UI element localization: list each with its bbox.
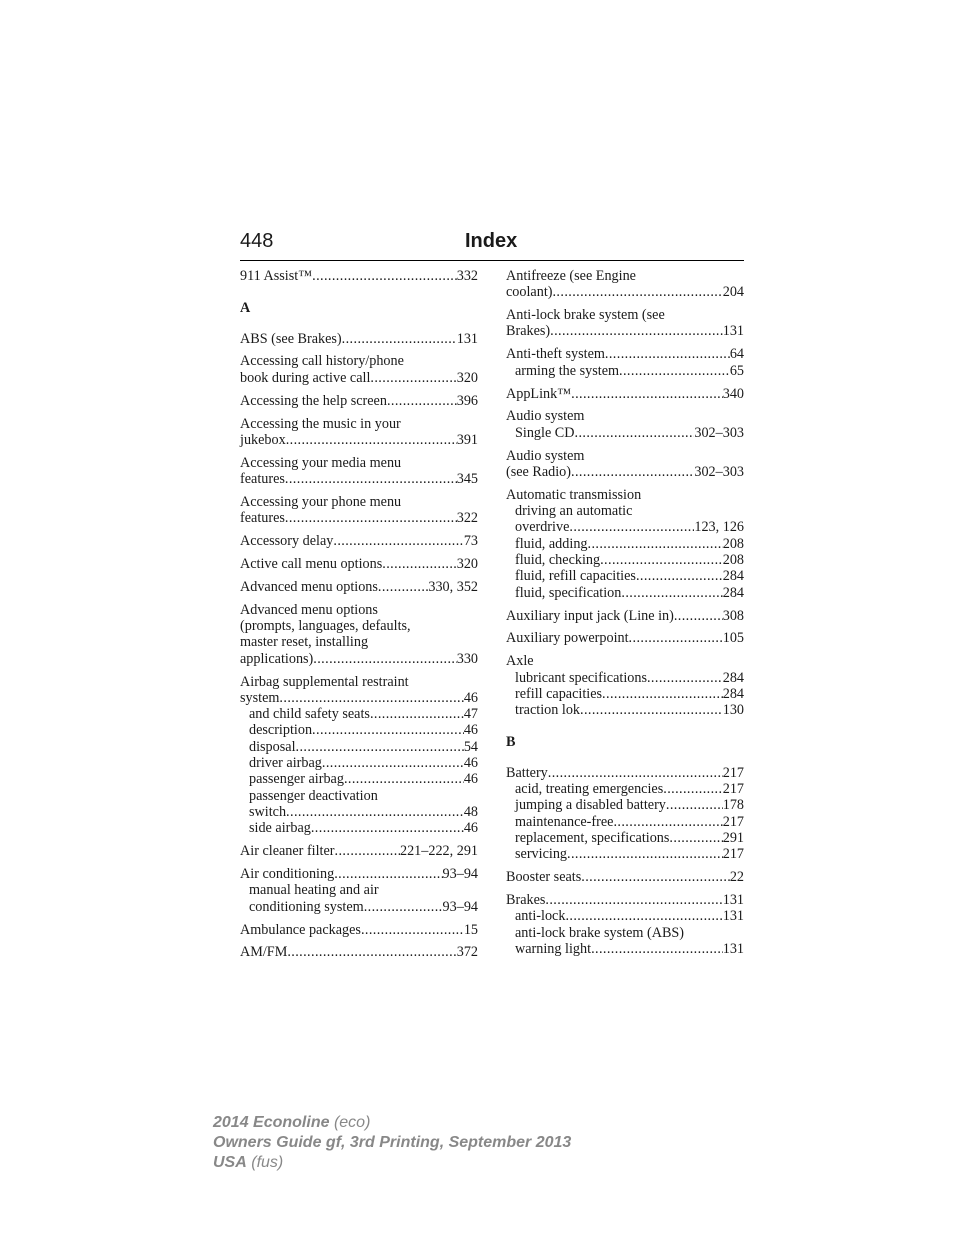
- dot-leader: [674, 608, 723, 624]
- dot-leader: [285, 510, 457, 526]
- index-term: Brakes: [506, 892, 546, 909]
- index-term: acid, treating emergencies: [515, 781, 664, 798]
- page-reference: 284: [722, 685, 744, 702]
- footer-guide: Owners Guide gf, 3rd Printing, September 2013: [213, 1134, 572, 1151]
- page-title: Index: [465, 230, 518, 252]
- dot-leader: [344, 771, 464, 787]
- index-subentry-line: [506, 814, 744, 830]
- index-term: Accessing your phone menu: [240, 493, 402, 510]
- index-entry: [506, 630, 744, 646]
- dot-leader: [629, 630, 723, 646]
- index-column-left: [240, 268, 478, 967]
- index-subentry-line: [506, 781, 744, 797]
- index-entry-line: [506, 892, 744, 908]
- dot-leader: [285, 471, 457, 487]
- index-term: Accessing your media menu: [240, 454, 402, 471]
- index-entry-line: [240, 416, 478, 432]
- index-subentry-line: [240, 899, 478, 915]
- index-entry-line: [240, 579, 478, 595]
- index-term: side airbag: [249, 820, 311, 837]
- index-entry-line: [240, 432, 478, 448]
- dot-leader: [333, 533, 463, 549]
- index-term: (prompts, languages, defaults,: [240, 618, 411, 635]
- index-entry-line: [240, 690, 478, 706]
- index-entry-line: [240, 494, 478, 510]
- index-entry: [506, 892, 744, 957]
- index-entry: [506, 307, 744, 340]
- dot-leader: [286, 804, 464, 820]
- index-term: Booster seats: [506, 869, 582, 886]
- index-term: overdrive: [515, 519, 570, 536]
- index-entry-line: [506, 448, 744, 464]
- index-subentry-line: [506, 670, 744, 686]
- index-subentry-line: [240, 739, 478, 755]
- index-entry-line: [240, 843, 478, 859]
- index-term: Battery: [506, 764, 548, 781]
- index-entry-line: [240, 866, 478, 882]
- index-subentry-line: [506, 503, 744, 519]
- index-entry: [506, 408, 744, 441]
- index-column-right: [506, 268, 744, 964]
- index-entry-line: [506, 323, 744, 339]
- page-reference: 48: [463, 803, 478, 820]
- dot-leader: [370, 370, 456, 386]
- index-term: master reset, installing: [240, 634, 369, 651]
- index-term: Accessing the help screen: [240, 392, 387, 409]
- page-reference: 208: [722, 535, 744, 552]
- page-number: 448: [240, 230, 274, 252]
- index-term: disposal: [249, 738, 296, 755]
- index-entry: [240, 268, 478, 284]
- index-entry-line: [240, 533, 478, 549]
- index-entry: [240, 944, 478, 960]
- dot-leader: [669, 830, 722, 846]
- index-term: jumping a disabled battery: [515, 797, 666, 814]
- page-reference: 123, 126: [694, 519, 744, 536]
- index-term: Antifreeze (see Engine: [506, 268, 636, 284]
- page-reference: 46: [463, 689, 478, 706]
- dot-leader: [279, 690, 463, 706]
- index-subentry-line: [506, 519, 744, 535]
- footer-market: USA: [213, 1154, 247, 1171]
- index-entry-line: [506, 487, 744, 503]
- index-term: replacement, specifications: [515, 829, 670, 846]
- index-subentry-line: [506, 908, 744, 924]
- index-section-letter: A: [240, 300, 251, 317]
- dot-leader: [370, 706, 464, 722]
- index-entry-line: [240, 268, 478, 284]
- dot-leader: [361, 922, 464, 938]
- dot-leader: [580, 702, 723, 718]
- dot-leader: [567, 846, 723, 862]
- index-entry: [240, 353, 478, 386]
- index-term: conditioning system: [249, 898, 364, 915]
- index-subentry-line: [506, 585, 744, 601]
- index-term: passenger deactivation: [249, 787, 378, 804]
- index-entry-line: [506, 408, 744, 424]
- footer-model-line: [213, 1113, 571, 1133]
- dot-leader: [378, 579, 428, 595]
- page-reference: 340: [722, 385, 744, 402]
- page-reference: 178: [722, 797, 744, 814]
- page-reference: 65: [729, 362, 744, 379]
- index-term: Air cleaner filter: [240, 843, 335, 860]
- dot-leader: [569, 519, 694, 535]
- index-subentry-line: [240, 820, 478, 836]
- dot-leader: [575, 425, 695, 441]
- index-subentry-line: [240, 771, 478, 787]
- page-reference: 302–303: [694, 424, 744, 441]
- footer-market-line: [213, 1153, 571, 1173]
- page-reference: 131: [722, 908, 744, 925]
- index-entry: [506, 765, 744, 863]
- dot-leader: [621, 585, 722, 601]
- page-reference: 291: [722, 829, 744, 846]
- index-term: warning light: [515, 940, 592, 957]
- index-term: driver airbag: [249, 755, 322, 772]
- page-reference: 105: [722, 630, 744, 647]
- index-subentry-line: [506, 846, 744, 862]
- index-term: AM/FM: [240, 944, 288, 961]
- index-entry: [240, 533, 478, 549]
- index-entry: [240, 416, 478, 449]
- index-entry-line: [506, 869, 744, 885]
- index-term: ABS (see Brakes): [240, 330, 342, 347]
- index-subentry-line: [506, 830, 744, 846]
- index-subentry-line: [506, 797, 744, 813]
- index-entry-line: [506, 653, 744, 669]
- dot-leader: [548, 765, 723, 781]
- dot-leader: [588, 536, 723, 552]
- index-entry: [240, 843, 478, 859]
- index-subentry-line: [506, 925, 744, 941]
- index-subentry-line: [506, 941, 744, 957]
- index-term: AppLink™: [506, 385, 572, 402]
- index-entry: [240, 579, 478, 595]
- dot-leader: [342, 331, 457, 347]
- index-term: Advanced menu options: [240, 578, 378, 595]
- index-term: (see Radio): [506, 463, 572, 480]
- dot-leader: [613, 814, 722, 830]
- index-term: features: [240, 510, 285, 527]
- dot-leader: [591, 941, 723, 957]
- index-entry-line: [240, 634, 478, 650]
- index-term: anti-lock: [515, 908, 566, 925]
- index-entry-line: [240, 944, 478, 960]
- index-entry: [506, 386, 744, 402]
- page-reference: 345: [456, 471, 478, 488]
- index-entry: [240, 393, 478, 409]
- index-section-letter: B: [506, 734, 516, 751]
- index-term: traction lok: [515, 702, 581, 719]
- index-subentry-line: [506, 702, 744, 718]
- index-entry-line: [506, 464, 744, 480]
- index-entry: [506, 608, 744, 624]
- index-entry-line: [240, 471, 478, 487]
- index-term: and child safety seats: [249, 706, 370, 723]
- page-reference: 47: [463, 706, 478, 723]
- dot-leader: [335, 843, 400, 859]
- index-subentry-line: [506, 686, 744, 702]
- index-entry-line: [240, 556, 478, 572]
- index-term: applications): [240, 650, 314, 667]
- index-entry-line: [240, 370, 478, 386]
- index-term: fluid, adding: [515, 535, 588, 552]
- index-entry-line: [240, 455, 478, 471]
- dot-leader: [387, 393, 457, 409]
- index-entry: [506, 448, 744, 481]
- index-term: arming the system: [515, 362, 620, 379]
- index-term: Brakes): [506, 323, 551, 340]
- page-reference: 54: [463, 738, 478, 755]
- page-reference: 93–94: [442, 898, 478, 915]
- index-term: description: [249, 722, 313, 739]
- index-subentry-line: [506, 536, 744, 552]
- index-entry: [240, 556, 478, 572]
- index-term: 911 Assist™: [240, 268, 313, 284]
- page-reference: 131: [722, 940, 744, 957]
- footer-market-code: (fus): [251, 1154, 284, 1171]
- dot-leader: [382, 556, 456, 572]
- index-entry-line: [506, 284, 744, 300]
- index-entry-line: [240, 922, 478, 938]
- page-reference: 46: [463, 755, 478, 772]
- dot-leader: [636, 568, 723, 584]
- footer-guide-line: [213, 1133, 571, 1153]
- index-term: Airbag supplemental restraint: [240, 673, 409, 690]
- index-entry-line: [240, 618, 478, 634]
- index-subentry-line: [506, 568, 744, 584]
- page-reference: 284: [722, 669, 744, 686]
- index-term: Ambulance packages: [240, 921, 361, 938]
- dot-leader: [287, 944, 456, 960]
- dot-leader: [552, 284, 722, 300]
- page-header: [240, 230, 744, 261]
- dot-leader: [647, 670, 723, 686]
- dot-leader: [312, 268, 457, 284]
- page-reference: 46: [463, 820, 478, 837]
- page-reference: 46: [463, 771, 478, 788]
- index-entry: [506, 869, 744, 885]
- index-entry-line: [506, 268, 744, 284]
- index-subentry-line: [240, 755, 478, 771]
- index-entry: [240, 331, 478, 347]
- dot-leader: [322, 755, 464, 771]
- page-reference: 320: [456, 556, 478, 573]
- index-term: fluid, refill capacities: [515, 568, 636, 585]
- index-term: maintenance-free: [515, 813, 614, 830]
- dot-leader: [550, 323, 723, 339]
- dot-leader: [286, 432, 457, 448]
- index-entry-line: [506, 630, 744, 646]
- dot-leader: [312, 722, 464, 738]
- index-term: Accessing the music in your: [240, 415, 401, 432]
- dot-leader: [313, 651, 456, 667]
- index-term: Auxiliary powerpoint: [506, 630, 629, 647]
- index-term: servicing: [515, 846, 568, 863]
- index-term: lubricant specifications: [515, 669, 647, 686]
- page-reference: 15: [463, 921, 478, 938]
- index-term: passenger airbag: [249, 771, 344, 788]
- page-reference: 217: [722, 781, 744, 798]
- index-entry-line: [240, 393, 478, 409]
- index-entry-line: [506, 307, 744, 323]
- index-entry-line: [240, 651, 478, 667]
- index-term: fluid, specification: [515, 584, 622, 601]
- index-term: refill capacities: [515, 685, 603, 702]
- page-reference: 391: [456, 431, 478, 448]
- dot-leader: [581, 869, 730, 885]
- dot-leader: [602, 686, 723, 702]
- dot-leader: [545, 892, 722, 908]
- page-reference: 221–222, 291: [399, 843, 478, 860]
- index-entry-line: [240, 510, 478, 526]
- page-reference: 330: [456, 650, 478, 667]
- page-reference: 131: [456, 330, 478, 347]
- page-reference: 22: [729, 869, 744, 886]
- page-reference: 130: [722, 702, 744, 719]
- page-reference: 332: [456, 268, 478, 284]
- dot-leader: [311, 820, 464, 836]
- index-entry-line: [240, 602, 478, 618]
- dot-leader: [666, 797, 723, 813]
- index-subentry-line: [240, 722, 478, 738]
- index-subentry-line: [240, 788, 478, 804]
- page-reference: 46: [463, 722, 478, 739]
- dot-leader: [296, 739, 464, 755]
- index-term: Automatic transmission: [506, 486, 642, 503]
- index-entry-line: [506, 346, 744, 362]
- dot-leader: [334, 866, 442, 882]
- footer: [213, 1113, 571, 1173]
- page-reference: 396: [456, 392, 478, 409]
- page-reference: 131: [722, 892, 744, 909]
- index-entry-line: [240, 674, 478, 690]
- dot-leader: [600, 552, 723, 568]
- index-subentry-line: [240, 882, 478, 898]
- index-term: Auxiliary input jack (Line in): [506, 607, 674, 624]
- index-term: switch: [249, 803, 287, 820]
- index-term: system: [240, 689, 280, 706]
- index-term: anti-lock brake system (ABS): [515, 924, 685, 941]
- page-reference: 204: [722, 284, 744, 301]
- index-term: Active call menu options: [240, 556, 383, 573]
- page-reference: 322: [456, 510, 478, 527]
- index-term: features: [240, 471, 285, 488]
- index-entry: [240, 494, 478, 527]
- footer-model: 2014 Econoline: [213, 1114, 330, 1131]
- page-reference: 217: [722, 764, 744, 781]
- index-subentry-line: [240, 706, 478, 722]
- index-term: Single CD: [515, 424, 575, 441]
- dot-leader: [571, 386, 723, 402]
- page-reference: 302–303: [694, 463, 744, 480]
- index-term: Advanced menu options: [240, 601, 378, 618]
- page-reference: 131: [722, 323, 744, 340]
- index-term: Anti-lock brake system (see: [506, 307, 665, 324]
- index-entry: [240, 866, 478, 915]
- index-entry-line: [506, 608, 744, 624]
- index-term: driving an automatic: [515, 503, 633, 520]
- index-term: coolant): [506, 284, 553, 301]
- dot-leader: [663, 781, 722, 797]
- footer-model-code: (eco): [333, 1114, 371, 1131]
- index-entry: [240, 455, 478, 488]
- index-entry-line: [240, 331, 478, 347]
- dot-leader: [619, 363, 730, 379]
- index-entry-line: [506, 386, 744, 402]
- index-entry-line: [240, 353, 478, 369]
- index-term: Axle: [506, 653, 534, 670]
- index-term: manual heating and air: [249, 882, 379, 899]
- dot-leader: [364, 899, 443, 915]
- page-reference: 308: [722, 607, 744, 624]
- index-term: Anti-theft system: [506, 346, 605, 363]
- index-term: Audio system: [506, 447, 585, 464]
- index-entry: [506, 268, 744, 301]
- index-entry-line: [506, 765, 744, 781]
- page-reference: 372: [456, 944, 478, 961]
- index-term: Audio system: [506, 408, 585, 425]
- dot-leader: [571, 464, 694, 480]
- page-reference: 208: [722, 552, 744, 569]
- index-entry: [506, 653, 744, 718]
- index-subentry-line: [506, 363, 744, 379]
- page-reference: 217: [722, 846, 744, 863]
- page-reference: 284: [722, 584, 744, 601]
- index-entry: [240, 922, 478, 938]
- index-term: Air conditioning: [240, 866, 335, 883]
- index-subentry-line: [506, 425, 744, 441]
- page-reference: 64: [729, 346, 744, 363]
- dot-leader: [565, 908, 722, 924]
- page-reference: 93–94: [442, 866, 478, 883]
- dot-leader: [605, 346, 730, 362]
- index-entry: [240, 602, 478, 667]
- index-term: Accessory delay: [240, 533, 334, 550]
- index-subentry-line: [240, 804, 478, 820]
- page-reference: 217: [722, 813, 744, 830]
- index-term: fluid, checking: [515, 552, 601, 569]
- page-reference: 284: [722, 568, 744, 585]
- index-entry: [506, 346, 744, 379]
- index-entry: [240, 674, 478, 837]
- page-reference: 73: [463, 533, 478, 550]
- index-term: book during active call: [240, 369, 371, 386]
- index-subentry-line: [506, 552, 744, 568]
- index-term: jukebox: [240, 431, 286, 448]
- index-term: Accessing call history/phone: [240, 353, 404, 370]
- page-reference: 320: [456, 369, 478, 386]
- page-reference: 330, 352: [428, 578, 478, 595]
- index-entry: [506, 487, 744, 601]
